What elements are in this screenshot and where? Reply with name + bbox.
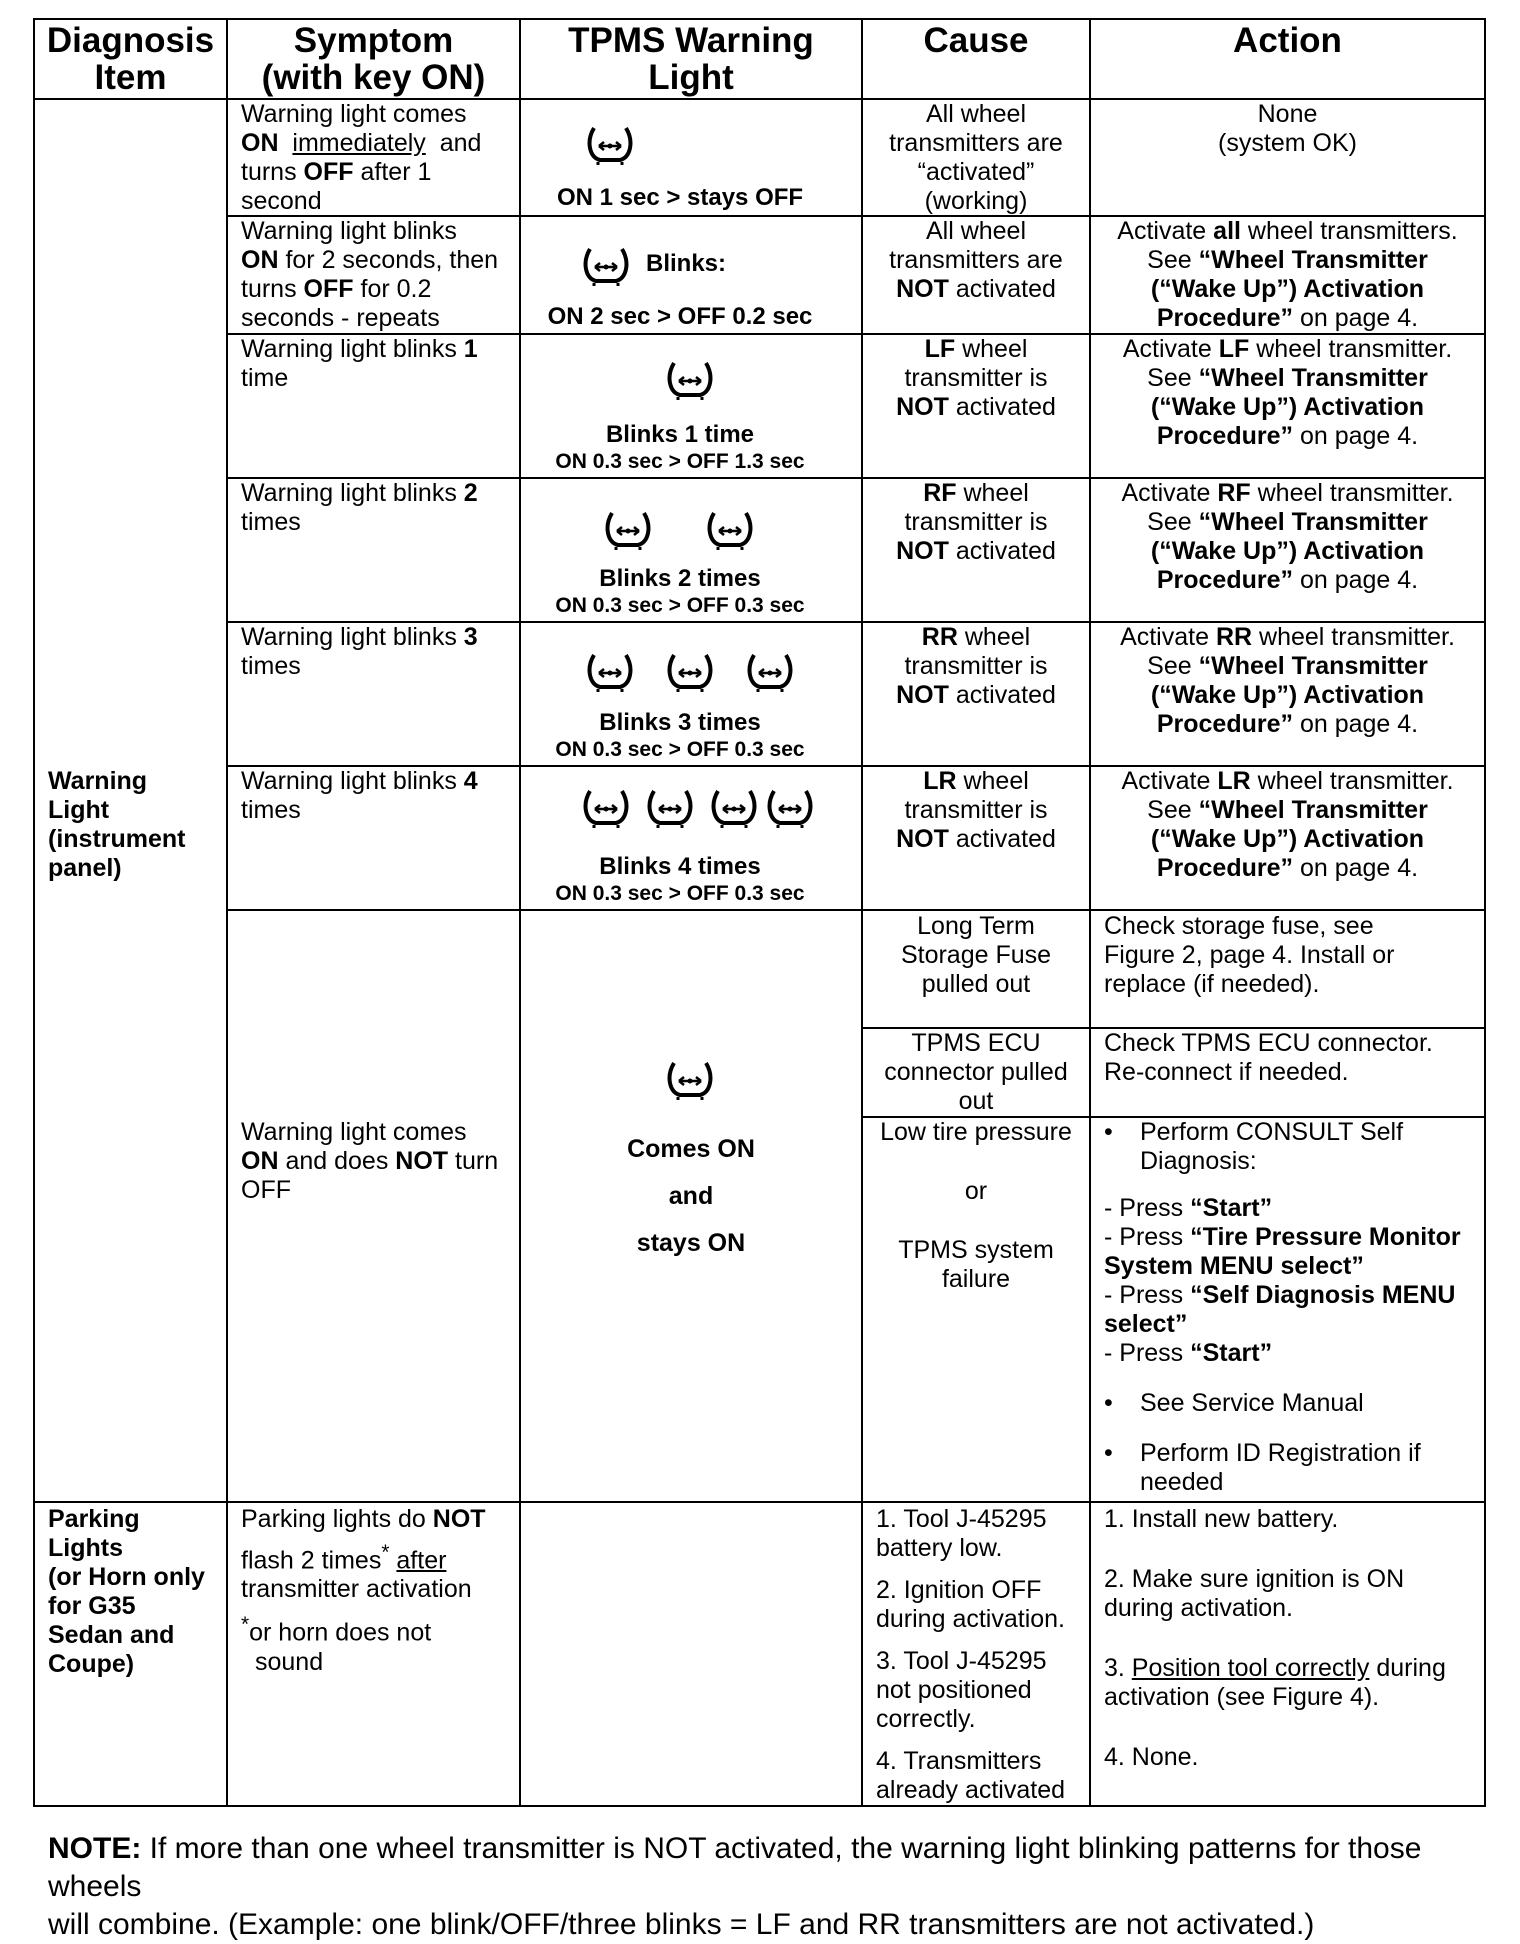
row8-symptom: Parking lights do NOT flash 2 times* after transmitter activation *or horn does not sound (241, 1505, 486, 1676)
row6-cause: LR wheel transmitter is NOT activated (896, 767, 1056, 853)
row3-light-timing: ON 0.3 sec > OFF 1.3 sec (555, 450, 805, 473)
row4-cause: RF wheel transmitter is NOT activated (896, 479, 1056, 565)
row8-action: 1. Install new battery. 2. Make sure ignition is ON during activation. 3. Position tool correctly during activation (see Figure 4). 4. None. (1104, 1505, 1446, 1771)
row6-light-timing: ON 0.3 sec > OFF 0.3 sec (555, 882, 805, 905)
tpms-warning-icon (706, 509, 754, 551)
row7-light-line3: stays ON (636, 1229, 746, 1257)
row3-cause: LF wheel transmitter is NOT activated (896, 335, 1056, 421)
row7-cause-2: TPMS ECU connector pulled out (884, 1029, 1068, 1115)
row3-light (520, 335, 862, 478)
tpms-warning-icon (582, 787, 630, 829)
row8-cause: 1. Tool J-45295 battery low. 2. Ignition OFF during activation. 3. Tool J-45295 not positioned correctly. 4. Transmitters already activated (876, 1505, 1066, 1804)
group-warning-light: Warning Light (instrument panel) (48, 767, 186, 882)
tpms-warning-icon (710, 787, 758, 829)
footnote: NOTE: If more than one wheel transmitter is NOT activated, the warning light blinking patterns for those wheels will combine. (Example: one blink/OFF/three blinks = LF and RR transmitters are not activated.) (48, 1832, 1422, 1941)
action-bullet-manual: • See Service Manual (1104, 1389, 1364, 1417)
row4-light-timing: ON 0.3 sec > OFF 0.3 sec (555, 594, 805, 617)
header-tpms-warning-light: TPMS Warning Light (568, 21, 814, 97)
tpms-warning-icon (586, 124, 634, 166)
row7-light-line2: and (668, 1182, 714, 1210)
row2-action: Activate all wheel transmitters. See “Wheel Transmitter (“Wake Up”) Activation Procedure” on page 4. (1117, 217, 1458, 332)
row7-light-line1: Comes ON (627, 1135, 755, 1163)
action-bullet-consult: • Perform CONSULT Self Diagnosis: (1104, 1118, 1404, 1175)
tpms-warning-icon (646, 787, 694, 829)
row1-light (520, 100, 862, 216)
row2-cause: All wheel transmitters are NOT activated (889, 217, 1063, 303)
row7-cause-1: Long Term Storage Fuse pulled out (900, 912, 1052, 998)
row2-light (520, 217, 862, 334)
row6-action: Activate LR wheel transmitter. See “Wheel Transmitter (“Wake Up”) Activation Procedure” on page 4. (1121, 767, 1454, 882)
tpms-warning-icon (586, 651, 634, 693)
row7-action-1: Check storage fuse, see Figure 2, page 4. Install or replace (if needed). (1104, 912, 1395, 998)
row7-action-3 (1090, 1118, 1485, 1497)
action-bullet-registration: • Perform ID Registration if needed (1104, 1439, 1421, 1496)
row5-light (520, 623, 862, 766)
tpms-warning-icon (666, 1059, 714, 1101)
header-diagnosis-item: Diagnosis Item (46, 21, 215, 97)
row4-light-caption: Blinks 2 times (599, 565, 761, 592)
row7-symptom: Warning light comes ON and does NOT turn OFF (241, 1118, 499, 1204)
row5-light-timing: ON 0.3 sec > OFF 0.3 sec (555, 738, 805, 761)
row1-cause: All wheel transmitters are “activated” (working) (889, 100, 1063, 215)
header-action: Action (1233, 21, 1342, 60)
tpms-warning-icon (766, 787, 814, 829)
row3-action: Activate LF wheel transmitter. See “Wheel Transmitter (“Wake Up”) Activation Procedure” on page 4. (1122, 335, 1453, 450)
row4-light (520, 479, 862, 622)
row6-light-caption: Blinks 4 times (599, 853, 761, 880)
row2-light-caption: ON 2 sec > OFF 0.2 sec (547, 303, 813, 330)
header-symptom: Symptom (with key ON) (261, 21, 486, 97)
row5-light-caption: Blinks 3 times (599, 709, 761, 736)
row5-symptom: Warning light blinks 3 times (241, 623, 478, 680)
tpms-warning-icon (604, 509, 652, 551)
tpms-warning-icon (582, 245, 630, 287)
row7-action-2: Check TPMS ECU connector. Re-connect if needed. (1104, 1029, 1433, 1086)
row6-light (520, 767, 862, 910)
group-parking-lights: Parking Lights (or Horn only for G35 Sedan and Coupe) (48, 1505, 205, 1678)
row5-cause: RR wheel transmitter is NOT activated (896, 623, 1056, 709)
row1-symptom: Warning light comes ON immediately and turns OFF after 1 second (241, 100, 482, 215)
tpms-warning-icon (666, 359, 714, 401)
tpms-warning-icon (666, 651, 714, 693)
row3-symptom: Warning light blinks 1 time (241, 335, 478, 392)
header-cause: Cause (923, 21, 1029, 60)
row1-action: None (system OK) (1218, 100, 1357, 157)
tpms-warning-icon (746, 651, 794, 693)
row7-cause-3: Low tire pressure or TPMS system failure (880, 1118, 1072, 1293)
row2-light-label: Blinks: (646, 250, 727, 277)
consult-steps: - Press “Start” - Press “Tire Pressure Monitor System MENU select” - Press “Self Diagnosis MENU select” - Press “Start” (1104, 1194, 1461, 1367)
row2-symptom: Warning light blinks ON for 2 seconds, then turns OFF for 0.2 seconds - repeats (241, 217, 499, 332)
row7-light (520, 911, 862, 1502)
row1-light-caption: ON 1 sec > stays OFF (556, 184, 804, 211)
row6-symptom: Warning light blinks 4 times (241, 767, 478, 824)
row5-action: Activate RR wheel transmitter. See “Wheel Transmitter (“Wake Up”) Activation Procedure” on page 4. (1120, 623, 1455, 738)
row4-symptom: Warning light blinks 2 times (241, 479, 478, 536)
row4-action: Activate RF wheel transmitter. See “Wheel Transmitter (“Wake Up”) Activation Procedure” on page 4. (1121, 479, 1454, 594)
row3-light-caption: Blinks 1 time (605, 421, 755, 448)
